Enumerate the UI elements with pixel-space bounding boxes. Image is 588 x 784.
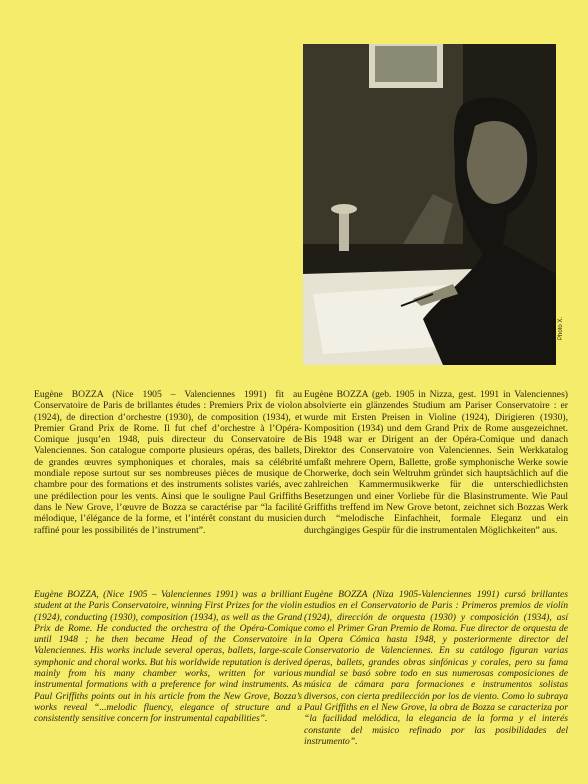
english-biography	[34, 589, 302, 725]
composer-photo	[303, 44, 556, 365]
spanish-biography	[304, 589, 568, 747]
english-text: Eugène BOZZA, (Nice 1905 – Valenciennes 1991) was a brilliant student at the Paris Conservatoire, winning First Prizes for the violin (1924), conducting (1930), composition (1934), as well as the Grand Prix de Rome. He conducted the orchestra of the Opéra-Comique until 1948 ; he then became Head of the Conservatoire in Valenciennes. His works include several operas, ballets, large-scale symphonic and choral works. But his worldwide reputation is derived mainly from his many chamber works, written for various instrumental formations with a preference for wind instruments. As Paul Griffiths points out in his article from the New Grove, Bozza’s works reveal “...melodic fluency, elegance of structure and a consistently sensitive concern for instrumental capabilities”.	[34, 589, 302, 725]
french-biography	[34, 389, 302, 536]
german-text: Eugène BOZZA (geb. 1905 in Nizza, gest. 1991 in Valenciennes) absolvierte ein glänzendes Studium am Pariser Conservatoire : er wurde mit Ersten Preisen in Violine (1924), Dirigieren (1930), Komposition (1934) und dem Grand Prix de Rome ausgezeichnet. Bis 1948 war er Dirigent an der Opéra-Comique und danach Direktor des Conservatoire von Valenciennes. Sein Werkkatalog umfaßt mehrere Opern, Ballette, große symphonische Werke sowie Chorwerke, doch sein Weltruhm gründet sich hauptsächlich auf die zahlreichen Kammermusikwerke für die unterschiedlichsten Besetzungen und einer Vorliebe für die Blasinstrumente. Wie Paul Griffiths treffend im New Grove betont, zeichnet sich Bozzas Werk durch “melodische Einfachheit, formale Eleganz und ein durchgängiges Gespür für die instrumentalen Möglichkeiten” aus.	[304, 389, 568, 536]
german-biography	[304, 389, 568, 536]
french-text: Eugène BOZZA (Nice 1905 – Valenciennes 1991) fit au Conservatoire de Paris de brillantes études : Premiers Prix de violon (1924), de direction d’orchestre (1930), de composition (1934), et Premier Grand Prix de Rome. Il fut chef d’orchestre à l’Opéra-Comique jusqu’en 1948, puis directeur du Conservatoire de Valenciennes. Son catalogue comporte plusieurs opéras, des ballets, de grandes œuvres symphoniques et chorales, mais sa célébrité mondiale repose surtout sur ses nombreuses pièces de musique de chambre pour des formations et des instruments solistes variés, avec une prédilection pour les vents. Ainsi que le souligne Paul Griffiths dans le New Grove, l’œuvre de Bozza se caractérise par “la facilité mélodique, l’élégance de la forme, et l’intérêt constant du musicien raffiné pour les possibilités de l’instrument”.	[34, 389, 302, 536]
spanish-text: Eugène BOZZA (Niza 1905-Valenciennes 1991) cursó brillantes estudios en el Conservatorio de Paris : Primeros premios de violín (1924), dirección de orquesta (1930) y composición (1934), así como el Primer Gran Premio de Roma. Fue director de orquesta de la Opera Cómica hasta 1948, y posteriormente director del Conservatorio de Valenciennes. En su catálogo figuran varias óperas, ballets, grandes obras sinfónicas y corales, pero su fama mundial se basó sobre todo en sus numerosas composiciones de música de cámara para formaciones e instrumentos solistas diversos, con cierta predilección por los de viento. Como lo subraya Paul Griffiths en el New Grove, la obra de Bozza se caracteriza por “la facilidad melódica, la elegancia de la forma y el interés constante del músico refinado por las posibilidades del instrumento”.	[304, 589, 568, 747]
photo-credit: Photo X.	[558, 316, 564, 340]
photo-illustration	[303, 44, 556, 365]
